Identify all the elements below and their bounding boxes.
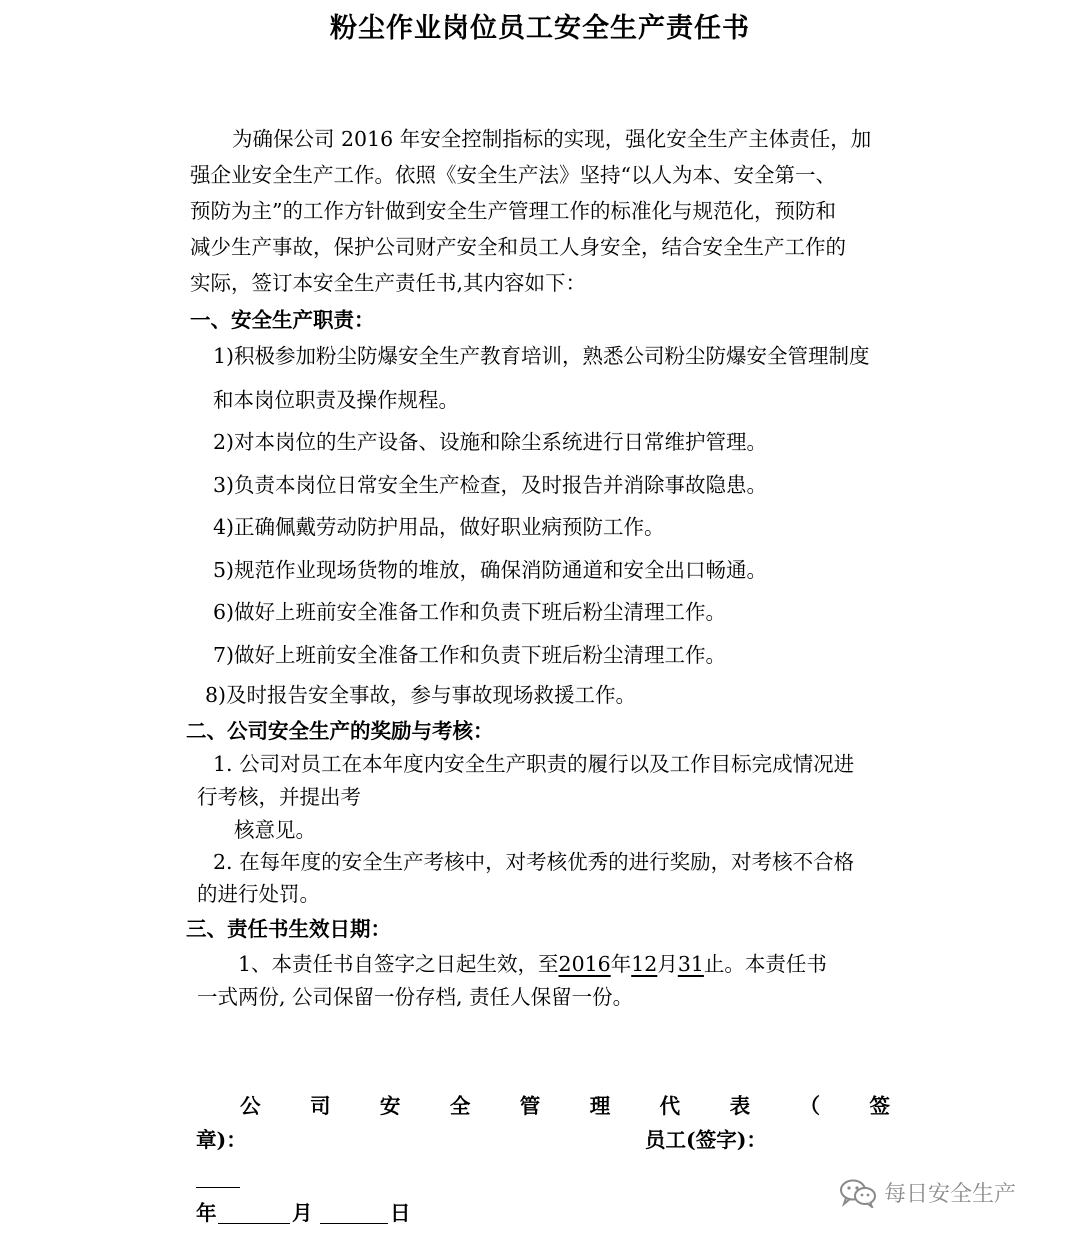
rewards-line: 核意见。 [234, 818, 316, 842]
intro-line: 实际，签订本安全生产责任书,其内容如下： [190, 271, 587, 295]
duty-item: 5)规范作业现场货物的堆放，确保消防通道和安全出口畅通。 [213, 558, 768, 582]
duty-item: 2)对本岗位的生产设备、设施和除尘系统进行日常维护管理。 [213, 430, 768, 454]
company-rep-char: 代 [659, 1094, 681, 1118]
company-rep-char: （ [799, 1094, 820, 1118]
section-heading-rewards: 二、公司安全生产的奖励与考核： [186, 719, 494, 743]
month-blank [218, 1223, 290, 1224]
intro-line: 减少生产事故，保护公司财产安全和员工人身安全，结合安全生产工作的 [190, 235, 846, 259]
employee-signature-label: 员工(签字)： [645, 1128, 767, 1152]
duty-item: 4)正确佩戴劳动防护用品，做好职业病预防工作。 [213, 515, 665, 539]
day-blank [320, 1223, 388, 1224]
company-rep-char: 全 [449, 1094, 471, 1118]
rewards-line: 行考核，并提出考 [197, 785, 361, 809]
duty-item: 1)积极参加粉尘防爆安全生产教育培训，熟悉公司粉尘防爆安全管理制度 [213, 344, 870, 368]
duty-item: 8)及时报告安全事故，参与事故现场救援工作。 [205, 683, 637, 707]
duty-item: 6)做好上班前安全准备工作和负责下班后粉尘清理工作。 [213, 600, 727, 624]
intro-line: 为确保公司 2016 年安全控制指标的实现，强化安全生产主体责任，加 [232, 127, 872, 151]
company-rep-char: 公 [240, 1094, 261, 1118]
company-rep-char: 管 [519, 1094, 541, 1118]
effective-date-prefix: 1、本责任书自签字之日起生效，至 [238, 952, 559, 976]
effective-year: 2016 [558, 952, 611, 976]
company-rep-char: 签 [869, 1094, 890, 1118]
document-title: 粉尘作业岗位员工安全生产责任书 [330, 13, 750, 44]
company-rep-char: 理 [589, 1094, 611, 1118]
duty-item: 7)做好上班前安全准备工作和负责下班后粉尘清理工作。 [213, 643, 727, 667]
effective-date-line [238, 949, 827, 979]
duty-item: 和本岗位职责及操作规程。 [213, 388, 459, 412]
intro-line: 强企业安全生产工作。依照《安全生产法》坚持“以人为本、安全第一、 [190, 163, 836, 187]
rewards-line: 1. 公司对员工在本年度内安全生产职责的履行以及工作目标完成情况进 [213, 752, 855, 776]
duty-item: 3)负责本岗位日常安全生产检查，及时报告并消除事故隐患。 [213, 473, 768, 497]
rewards-line: 2. 在每年度的安全生产考核中，对考核优秀的进行奖励，对考核不合格 [213, 850, 855, 874]
company-rep-char: 安 [379, 1094, 401, 1118]
copies-line: 一式两份, 公司保留一份存档, 责任人保留一份。 [197, 985, 634, 1009]
effective-month: 12 [631, 952, 658, 976]
wechat-icon [838, 1178, 878, 1208]
company-rep-label-tail: 章)： [196, 1128, 247, 1152]
company-rep-char: 表 [729, 1094, 751, 1118]
watermark [838, 1177, 1016, 1208]
company-rep-label [240, 1089, 890, 1119]
signature-blank [196, 1187, 240, 1188]
month-unit: 月 [657, 952, 678, 976]
company-rep-char: 司 [309, 1094, 331, 1118]
month-label: 月 [292, 1201, 313, 1225]
day-label: 日 [390, 1201, 411, 1225]
year-label: 年 [196, 1201, 217, 1225]
intro-line: 预防为主”的工作方针做到安全生产管理工作的标准化与规范化，预防和 [190, 199, 836, 223]
year-unit: 年 [610, 952, 632, 976]
watermark-text: 每日安全生产 [884, 1182, 1017, 1207]
section-heading-effective-date: 三、责任书生效日期： [186, 917, 391, 941]
effective-date-suffix: 止。本责任书 [703, 952, 827, 976]
rewards-line: 的进行处罚。 [197, 882, 320, 906]
section-heading-duties: 一、安全生产职责： [190, 308, 375, 332]
effective-day: 31 [677, 952, 704, 976]
